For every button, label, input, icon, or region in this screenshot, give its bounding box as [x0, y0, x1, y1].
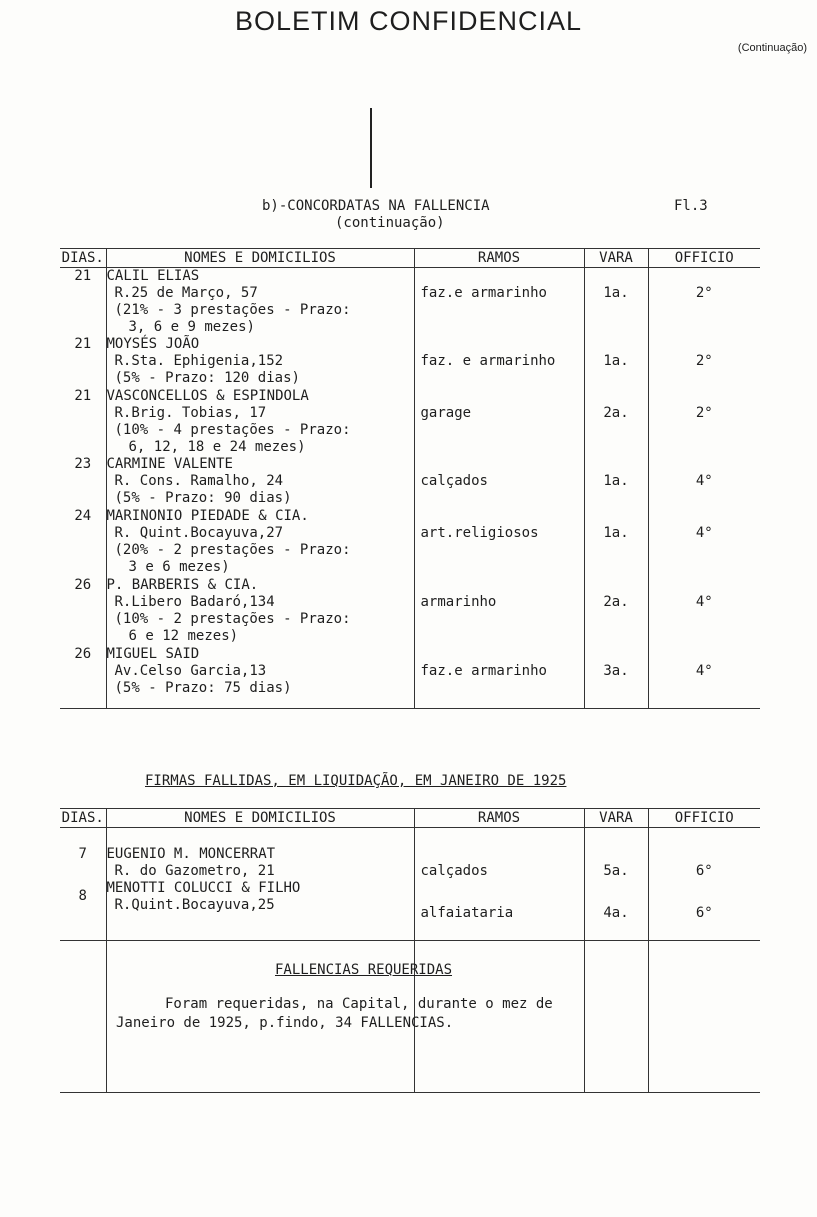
margin-rule	[370, 108, 372, 188]
firm-address: R. do Gazometro, 21	[114, 863, 275, 879]
officio-cell: 4°	[695, 594, 713, 610]
name-cell	[106, 388, 414, 456]
ramo-cell: calçados	[414, 456, 584, 508]
col-header-officio: OFFICIO	[648, 249, 760, 268]
officio-cell: 4°	[695, 525, 713, 541]
firm-terms: (21% - 3 prestações - Prazo:	[114, 302, 351, 318]
firm-address: R.Quint.Bocayuva,25	[114, 897, 275, 913]
dia-cell: 21	[60, 336, 106, 388]
firm-terms: (20% - 2 prestações - Prazo:	[114, 542, 351, 558]
firm-terms: (5% - Prazo: 120 dias)	[114, 370, 300, 386]
firm-name: MIGUEL SAID	[106, 646, 200, 662]
empty-cell	[60, 940, 106, 1092]
firm-terms: 3, 6 e 9 mezes)	[128, 319, 255, 335]
name-cell	[106, 336, 414, 388]
vara-cell: 3a.	[584, 646, 648, 708]
ramo-cell: garage	[414, 388, 584, 456]
ramo-cell: faz. e armarinho	[414, 336, 584, 388]
col-header-dias: DIAS.	[60, 809, 106, 828]
dia-cell: 23	[60, 456, 106, 508]
requeridas-title: FALLENCIAS REQUERIDAS	[275, 962, 453, 978]
ramo-cell: faz.e armarinho	[414, 268, 584, 337]
concordatas-table	[60, 248, 760, 709]
officio-cell: 6°	[695, 863, 713, 879]
vara-cell: 1a.	[584, 268, 648, 337]
firm-name: MENOTTI COLUCCI & FILHO	[106, 880, 301, 896]
firm-name: CARMINE VALENTE	[106, 456, 233, 472]
ramo-cell: art.religiosos	[414, 508, 584, 577]
firm-terms: (5% - Prazo: 75 dias)	[114, 680, 292, 696]
firm-name: MOYSÉS JOÃO	[106, 336, 200, 352]
vara-cell: 1a.	[584, 336, 648, 388]
dia-cell: 21	[60, 268, 106, 337]
firm-name: MARINONIO PIEDADE & CIA.	[106, 508, 309, 524]
firm-address: R.Libero Badaró,134	[114, 594, 275, 610]
table-row	[60, 388, 760, 456]
col-header-vara: VARA	[584, 809, 648, 828]
dia-cell: 21	[60, 388, 106, 456]
requeridas-text-line1: Foram requeridas, na Capital, durante o mez de	[165, 996, 553, 1012]
ramo-cell: faz.e armarinho	[414, 646, 584, 708]
firm-terms: 6, 12, 18 e 24 mezes)	[128, 439, 306, 455]
requeridas-text-line2: Janeiro de 1925, p.findo, 34 FALLENCIAS.	[116, 1015, 454, 1031]
ramo-cell: armarinho	[414, 577, 584, 646]
vara-cell: 1a.	[584, 508, 648, 577]
dia-cell: 7	[60, 828, 106, 881]
table-header	[60, 249, 760, 268]
col-header-nomes: NOMES E DOMICILIOS	[106, 249, 414, 268]
dia-cell: 26	[60, 577, 106, 646]
name-cell	[106, 577, 414, 646]
col-header-nomes: NOMES E DOMICILIOS	[106, 809, 414, 828]
vara-cell: 1a.	[584, 456, 648, 508]
ramo-cell: calçados	[414, 828, 584, 881]
vara-cell: 4a.	[584, 880, 648, 940]
col-header-ramos: RAMOS	[414, 249, 584, 268]
section-subtitle: (continuação)	[335, 215, 445, 231]
firm-address: R.Brig. Tobias, 17	[114, 405, 267, 421]
col-header-dias: DIAS.	[60, 249, 106, 268]
col-header-vara: VARA	[584, 249, 648, 268]
col-header-ramos: RAMOS	[414, 809, 584, 828]
name-cell	[106, 880, 414, 940]
table-header	[60, 809, 760, 828]
name-cell	[106, 828, 414, 881]
table-row	[60, 646, 760, 708]
firm-name: P. BARBERIS & CIA.	[106, 577, 259, 593]
dia-cell: 24	[60, 508, 106, 577]
vara-cell: 2a.	[584, 577, 648, 646]
firm-address: Av.Celso Garcia,13	[114, 663, 267, 679]
firm-terms: 6 e 12 mezes)	[128, 628, 239, 644]
vara-cell: 5a.	[584, 828, 648, 881]
firm-address: R. Quint.Bocayuva,27	[114, 525, 284, 541]
fallidas-table	[60, 808, 760, 1093]
continuation-label: (Continuação)	[737, 42, 807, 54]
table-row	[60, 508, 760, 577]
dia-cell: 8	[60, 880, 106, 940]
table-row	[60, 577, 760, 646]
officio-cell: 4°	[695, 663, 713, 679]
table-row	[60, 828, 760, 881]
officio-cell: 2°	[695, 353, 713, 369]
page-header-title: BOLETIM CONFIDENCIAL	[234, 6, 583, 36]
empty-cell	[584, 940, 648, 1092]
firm-address: R.Sta. Ephigenia,152	[114, 353, 284, 369]
empty-cell	[648, 940, 760, 1092]
firm-name: VASCONCELLOS & ESPINDOLA	[106, 388, 309, 404]
firm-address: R.25 de Março, 57	[114, 285, 258, 301]
table-row	[60, 268, 760, 337]
firm-terms: (10% - 2 prestações - Prazo:	[114, 611, 351, 627]
name-cell	[106, 456, 414, 508]
firm-terms: 3 e 6 mezes)	[128, 559, 230, 575]
name-cell	[106, 646, 414, 708]
officio-cell: 6°	[695, 905, 713, 921]
vara-cell: 2a.	[584, 388, 648, 456]
officio-cell: 2°	[695, 405, 713, 421]
officio-cell: 4°	[695, 473, 713, 489]
sheet-number: Fl.3	[674, 198, 708, 214]
firm-name: CALIL ELIAS	[106, 268, 200, 284]
firm-terms: (5% - Prazo: 90 dias)	[114, 490, 292, 506]
firm-address: R. Cons. Ramalho, 24	[114, 473, 284, 489]
table-row	[60, 336, 760, 388]
fallidas-title: FIRMAS FALLIDAS, EM LIQUIDAÇÃO, EM JANEIRO DE 1925	[145, 773, 567, 789]
name-cell	[106, 508, 414, 577]
firm-terms: (10% - 4 prestações - Prazo:	[114, 422, 351, 438]
officio-cell: 2°	[695, 285, 713, 301]
dia-cell: 26	[60, 646, 106, 708]
ramo-cell: alfaiataria	[414, 880, 584, 940]
table-row	[60, 456, 760, 508]
name-cell	[106, 268, 414, 337]
section-title: b)-CONCORDATAS NA FALLENCIA	[262, 198, 490, 214]
col-header-officio: OFFICIO	[648, 809, 760, 828]
firm-name: EUGENIO M. MONCERRAT	[106, 846, 276, 862]
table-row	[60, 880, 760, 940]
